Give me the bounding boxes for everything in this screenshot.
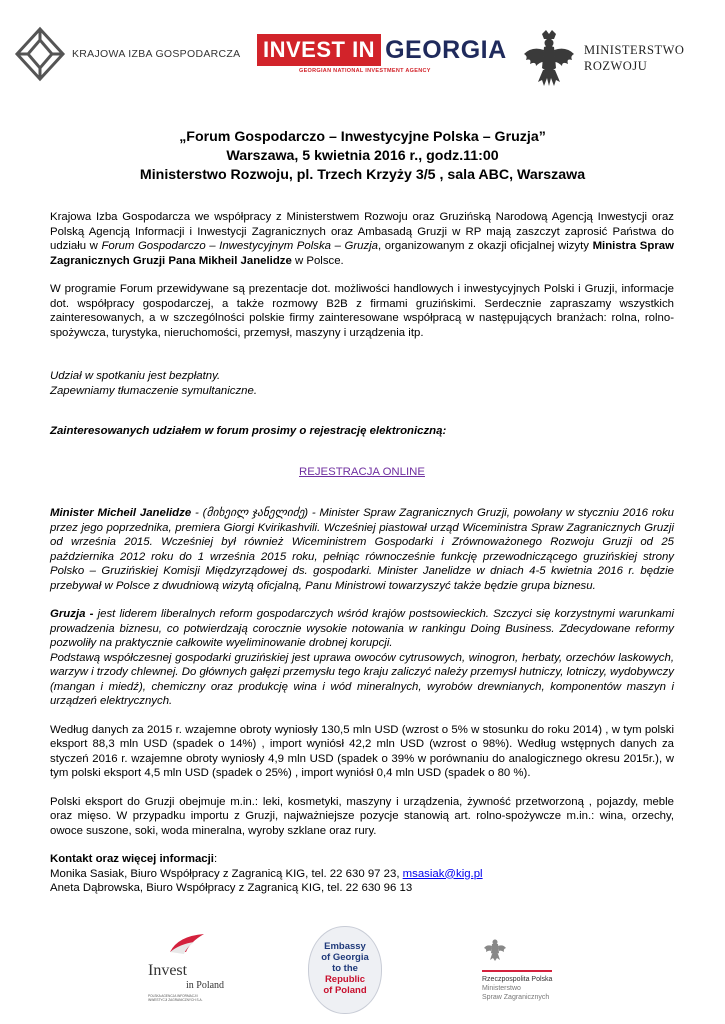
intro-text2: , organizowanym z okazji oficjalnej wizyty (378, 240, 593, 252)
emb-line1: Embassy (324, 941, 366, 952)
invest-in-poland-logo (142, 932, 232, 1012)
intro-forum-name: Forum Gospodarczo – Inwestycyjnym Polska – Gruzja (101, 240, 379, 252)
minister-bio (50, 506, 674, 593)
ip-word1: Invest (148, 962, 188, 979)
georgia-text1: jest liderem liberalnych reform gospodarczych wśród krajów postsowieckich. Szczyci się korzystnymi warunkami prowadzenia biznesu, co potwierdzają corocznie wysokie notowania w rankingu Doing Business. Zdecydowane reformy pozwoliły na praktycznie całkowite wyeliminowanie drobnej korupcji. (50, 608, 675, 649)
iig-subtitle: GEORGIAN NATIONAL INVESTMENT AGENCY (299, 68, 431, 74)
register-online-link[interactable]: REJESTRACJA ONLINE (299, 465, 425, 478)
mr-line2: ROZWOJU (584, 59, 648, 73)
free-note: Udział w spotkaniu jest bezpłatny. (50, 370, 221, 382)
emb-line5: of Poland (323, 985, 367, 996)
emb-line4: Republic (324, 974, 366, 985)
emb-line2: of Georgia (321, 952, 369, 963)
document-body (50, 210, 674, 896)
iig-georgia: GEORGIA (385, 36, 507, 64)
bio-name: Minister Micheil Janelidze (50, 507, 192, 519)
contact-email-link[interactable]: msasiak@kig.pl (402, 867, 483, 880)
msz-line3: Spraw Zagranicznych (482, 994, 550, 1001)
georgia-paragraph (50, 607, 674, 651)
event-title (60, 128, 665, 185)
contact-heading-text: Kontakt oraz więcej informacji (50, 853, 214, 865)
contact-colon: : (213, 853, 218, 865)
ip-word2: in Poland (186, 980, 225, 991)
intro-minister: Ministra Spraw Zagranicznych Gruzji Pana Mikheil Janelidze (50, 240, 674, 267)
intro-paragraph (50, 210, 674, 268)
export-goods-paragraph: Polski eksport do Gruzji obejmuje m.in.: leki, kosmetyki, maszyny i urządzenia, żywność przetworzoną , pojazdy, meble oraz mięso. W przypadku importu z Gruzji, najważniejsze pozycje stanowią art. rolno-spożywcze m.in.: wina, orzechy, owoce suszone, soki, woda mineralna, wyroby szklane oraz rury. (50, 795, 674, 837)
iig-invest-in: INVEST IN (257, 34, 381, 66)
trade-data-paragraph: Według danych za 2015 r. wzajemne obroty wyniosły 130,5 mln USD (wzrost o 5% w stosunku do roku 2014) , w tym polski eksport 88,3 mln USD (spadek o 14%) , import wyniósł 42,2 mln USD (wzrost o 98%). Według wstępnych danych za styczeń 2016 r. wzajemne obroty wyniosły 4,9 mln USD (spadek o 39% w porównaniu do analogicznego okresu 2015r.), w tym polski eksport 4,5 mln USD (spadek o 25%) , import wyniósł 0,4 mln USD (spadek o 80 %). (50, 723, 674, 779)
bio-text: - (მიხეილ ჯანელიძე) - Minister Spraw Zagranicznych Gruzji, powołany w styczniu 2016 roku przez jego poprzednika, premiera Giorgi Kvirikashvili. Wcześniej piastował urząd Wiceministra Spraw Zagranicznych Gruzji od września 2015. Wcześniej był również Wiceministrem Gospodarki i Zrównoważonego Rozwoju Gruzji od 25 października 2012 roku do 1 września 2015 roku, pełniąc równocześnie funkcję przewodniczącego gruzińskiej strony Polsko – Gruzińskiej Komisji Międzyrządowej ds. gospodarki. Minister Janelidze w dniach 4-5 kwietnia 2016 r. będzie przebywał w Polsce z dwudniową wizytą oficjalną, Panu Ministrowi towarzyszyć także będzie grupa biznesu. (50, 507, 674, 592)
translation-note: Zapewniamy tłumaczenie symultaniczne. (50, 384, 258, 397)
polish-eagle-icon (522, 28, 576, 88)
title-line3: Ministerstwo Rozwoju, pl. Trzech Krzyży 3/5 , sala ABC, Warszawa (139, 167, 586, 183)
polish-eagle-small-icon (484, 936, 506, 962)
poland-flag-icon (168, 932, 206, 960)
emb-line3: to the (332, 963, 358, 974)
invest-in-georgia-logo (257, 34, 507, 74)
kig-logo (14, 24, 240, 84)
title-line1: „Forum Gospodarczo – Inwestycyjne Polska – Gruzja” (179, 129, 546, 145)
contact-line1-text: Monika Sasiak, Biuro Współpracy z Zagranicą KIG, tel. 22 630 97 23, (50, 867, 403, 880)
msz-divider (482, 970, 552, 972)
mr-line1: MINISTERSTWO (584, 43, 685, 57)
title-line2: Warszawa, 5 kwietnia 2016 r., godz.11:00 (226, 148, 499, 164)
embassy-of-georgia-logo (308, 926, 382, 1014)
intro-text1: Krajowa Izba Gospodarcza we współpracy z Ministerstwem Rozwoju oraz Gruzińską Narodową Agencją Inwestycji oraz Polską Agencją Informacji i Inwestycji Zagranicznych oraz Ambasadą Gruzji w RP mają zaszczyt zaprosić Państwa do udziału w (50, 211, 674, 252)
kig-emblem-icon (14, 26, 66, 82)
program-paragraph: W programie Forum przewidywane są prezentacje dot. możliwości handlowych i inwestycyjnych Polski i Gruzji, informacje dot. współpracy gospodarczej, a także rozmowy B2B z firmami gruzińskimi. Serdecznie zapraszamy wszystkich zainteresowanych, a w szczególności polskie firmy zainteresowane współpracą w następujących branżach: rolna, rolno- spożywcza, turystyka, nieruchomości, przemysł, maszyny i urządzenia itp. (50, 283, 674, 339)
register-note: Zainteresowanych udziałem w forum prosimy o rejestrację elektroniczną: (50, 425, 447, 437)
mr-name (584, 42, 684, 74)
contact-heading (50, 852, 674, 867)
msz-line1: Rzeczpospolita Polska (482, 976, 553, 983)
contact-line1 (50, 867, 674, 882)
register-link-row (50, 465, 674, 480)
ip-small: POLSKA AGENCJA INFORMACJI I INWESTYCJI ZAGRANICZNYCH S.A. (148, 994, 203, 1002)
georgia-economy: Podstawą współczesnej gospodarki gruzińskiej jest uprawa owoców cytrusowych, winogron, herbaty, orzechów laskowych, warzyw i trzody chlewnej. Do głównych gałęzi przemysłu tego kraju zaliczyć należy przemysł hutniczy, lotniczy, wydobywczy (mangan i miedź), chemiczny oraz produkcję wina i wód mineralnych, wyrobów drewnianych, komponentów maszyn i urządzeń elektrycznych. (50, 651, 674, 707)
intro-text3: w Polsce. (291, 254, 344, 267)
georgia-name: Gruzja - (50, 608, 94, 620)
msz-logo (482, 936, 562, 1002)
msz-line2: Ministerstwo (482, 985, 521, 992)
contact-line2: Aneta Dąbrowska, Biuro Współpracy z Zagranicą KIG, tel. 22 630 96 13 (50, 882, 413, 894)
ministerstwo-rozwoju-logo (522, 28, 684, 88)
kig-name: KRAJOWA IZBA GOSPODARCZA (72, 48, 241, 60)
